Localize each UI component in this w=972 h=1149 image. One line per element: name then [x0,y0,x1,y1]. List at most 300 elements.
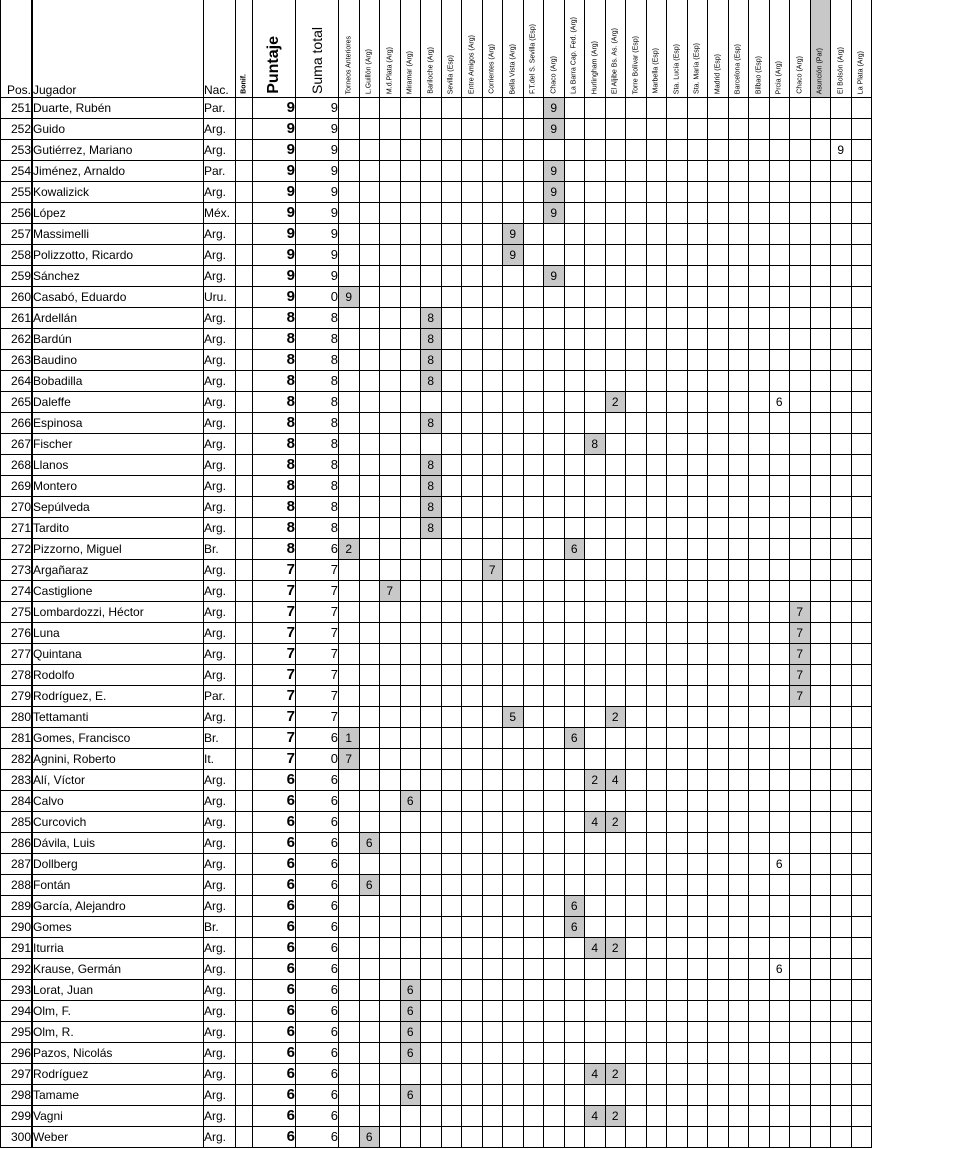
score-cell [708,917,729,938]
points-cell: 6 [253,1106,296,1127]
nationality-cell: Arg. [204,245,236,266]
player-name: Montero [33,476,204,497]
score-cell [749,1106,770,1127]
points-cell: 9 [253,182,296,203]
score-cell [400,434,421,455]
score-cell [441,434,462,455]
score-cell [646,728,667,749]
score-cell [626,476,647,497]
score-cell [831,1064,852,1085]
score-cell [421,539,442,560]
score-cell [503,434,524,455]
score-cell: 6 [400,980,421,1001]
score-cell [626,1085,647,1106]
score-cell [851,434,872,455]
score-cell [523,245,544,266]
score-cell [687,497,708,518]
score-cell [728,266,749,287]
score-cell [728,119,749,140]
score-cell [626,938,647,959]
score-cell: 7 [790,686,811,707]
score-cell [400,833,421,854]
bonus-cell [236,1106,253,1127]
score-cell [400,140,421,161]
nationality-cell: Uru. [204,287,236,308]
score-cell [441,665,462,686]
score-cell [769,455,790,476]
bonus-cell [236,308,253,329]
player-name: Ardellán [33,308,204,329]
player-name: Kowalizick [33,182,204,203]
score-cell [626,896,647,917]
score-cell [790,875,811,896]
points-cell: 9 [253,140,296,161]
score-cell [421,665,442,686]
score-cell [605,224,626,245]
score-cell [790,1001,811,1022]
score-cell [626,140,647,161]
score-cell [585,140,606,161]
score-cell [605,350,626,371]
score-cell [503,623,524,644]
score-cell [523,497,544,518]
score-cell [523,875,544,896]
score-cell [769,833,790,854]
score-cell [462,917,483,938]
score-cell: 4 [585,938,606,959]
points-cell: 9 [253,245,296,266]
score-cell [421,602,442,623]
score-cell [749,938,770,959]
score-cell [503,392,524,413]
player-name: Bobadilla [33,371,204,392]
score-cell [380,623,401,644]
score-cell [790,308,811,329]
points-cell: 7 [253,686,296,707]
total-cell: 8 [296,329,339,350]
score-cell [646,98,667,119]
score-cell [564,938,585,959]
score-cell [810,434,831,455]
score-cell [605,518,626,539]
player-name: Gomes [33,917,204,938]
score-cell [687,518,708,539]
table-row [1,728,872,749]
position-cell: 262 [1,329,32,350]
bonus-header-label: Bonif. [240,74,248,94]
nationality-cell: Arg. [204,476,236,497]
score-cell [564,308,585,329]
score-cell [646,602,667,623]
player-name: Olm, R. [33,1022,204,1043]
score-cell [831,413,852,434]
score-cell [503,1043,524,1064]
score-cell [503,1064,524,1085]
score-cell [605,266,626,287]
score-cell [441,1127,462,1148]
position-cell: 296 [1,1043,32,1064]
score-cell [482,1127,503,1148]
score-cell: 6 [769,959,790,980]
position-cell: 281 [1,728,32,749]
score-cell [708,812,729,833]
score-cell [687,770,708,791]
score-cell [646,644,667,665]
score-cell [523,602,544,623]
score-cell [810,581,831,602]
event-header [687,0,708,98]
score-cell [585,1022,606,1043]
score-cell [831,476,852,497]
table-row [1,1106,872,1127]
score-cell [667,1064,688,1085]
score-cell [749,266,770,287]
score-cell [462,371,483,392]
score-cell [728,581,749,602]
table-row [1,455,872,476]
score-cell [441,1001,462,1022]
score-cell [728,350,749,371]
score-cell [482,539,503,560]
score-cell [646,749,667,770]
score-cell [667,266,688,287]
score-cell [790,770,811,791]
bonus-cell [236,371,253,392]
score-cell [585,518,606,539]
score-cell [646,770,667,791]
score-cell [359,182,380,203]
points-cell: 6 [253,917,296,938]
table-row [1,686,872,707]
score-cell [769,371,790,392]
score-cell [605,413,626,434]
event-header [523,0,544,98]
score-cell [503,287,524,308]
total-cell: 9 [296,161,339,182]
player-name: Curcovich [33,812,204,833]
score-cell [339,140,360,161]
nationality-cell: Br. [204,728,236,749]
score-cell [441,749,462,770]
score-cell [851,224,872,245]
score-cell [523,1085,544,1106]
score-cell [380,539,401,560]
score-cell [441,1043,462,1064]
score-cell [687,602,708,623]
bonus-cell [236,875,253,896]
score-cell [462,602,483,623]
score-cell [790,581,811,602]
event-header [728,0,749,98]
pos-header: Pos. [1,0,32,98]
score-cell [810,350,831,371]
event-header [380,0,401,98]
score-cell [400,308,421,329]
score-cell [400,602,421,623]
table-row [1,539,872,560]
score-cell [646,329,667,350]
score-cell [421,1127,442,1148]
score-cell [441,308,462,329]
score-cell [749,518,770,539]
score-cell [646,980,667,1001]
score-cell [749,350,770,371]
score-cell [687,371,708,392]
score-cell [441,1022,462,1043]
score-cell [626,749,647,770]
position-cell: 274 [1,581,32,602]
score-cell [544,812,565,833]
player-name: Daleffe [33,392,204,413]
score-cell [339,1043,360,1064]
table-row [1,1022,872,1043]
points-cell: 8 [253,434,296,455]
score-cell [646,224,667,245]
points-cell: 7 [253,581,296,602]
score-cell [380,959,401,980]
score-cell [831,1022,852,1043]
score-cell [380,161,401,182]
score-cell [339,350,360,371]
score-cell [646,539,667,560]
player-name: Alí, Víctor [33,770,204,791]
score-cell [462,959,483,980]
score-cell [421,245,442,266]
score-cell [749,1085,770,1106]
score-cell [544,434,565,455]
score-cell [503,1127,524,1148]
table-row [1,287,872,308]
score-cell [421,1064,442,1085]
score-cell [523,980,544,1001]
score-cell [544,917,565,938]
score-cell [605,581,626,602]
score-cell [421,1001,442,1022]
bonus-cell [236,455,253,476]
score-cell [380,1127,401,1148]
score-cell [359,224,380,245]
bonus-cell [236,539,253,560]
nationality-cell: Arg. [204,1085,236,1106]
score-cell [339,560,360,581]
event-header [626,0,647,98]
score-cell [769,518,790,539]
score-cell [544,749,565,770]
score-cell [667,1106,688,1127]
score-cell [667,938,688,959]
score-cell [523,833,544,854]
score-cell [749,1127,770,1148]
score-cell [667,812,688,833]
score-cell [441,959,462,980]
position-cell: 284 [1,791,32,812]
score-cell [646,1043,667,1064]
total-cell: 9 [296,203,339,224]
score-cell [667,896,688,917]
score-cell [728,812,749,833]
score-cell [851,833,872,854]
score-cell [482,686,503,707]
points-cell: 8 [253,476,296,497]
score-cell [851,875,872,896]
score-cell [749,728,770,749]
player-name: Lorat, Juan [33,980,204,1001]
score-cell [749,917,770,938]
score-cell [749,707,770,728]
score-cell [749,455,770,476]
score-cell [667,497,688,518]
score-cell [544,1043,565,1064]
score-cell [626,119,647,140]
score-cell [708,539,729,560]
score-cell [831,980,852,1001]
score-cell [605,623,626,644]
position-cell: 287 [1,854,32,875]
score-cell [585,560,606,581]
score-cell [646,938,667,959]
score-cell [503,119,524,140]
score-cell [359,350,380,371]
score-cell [503,476,524,497]
score-cell [482,350,503,371]
score-cell: 7 [790,665,811,686]
score-cell [544,959,565,980]
event-header-label: Madrid (Esp) [714,53,722,94]
player-name: Gutiérrez, Mariano [33,140,204,161]
score-cell [831,686,852,707]
score-cell [441,392,462,413]
player-name: Iturria [33,938,204,959]
score-cell [605,833,626,854]
score-cell [667,749,688,770]
position-cell: 253 [1,140,32,161]
score-cell [605,161,626,182]
score-cell [544,980,565,1001]
score-cell [851,455,872,476]
score-cell [708,770,729,791]
score-cell [359,203,380,224]
nationality-cell: Arg. [204,497,236,518]
score-cell [851,392,872,413]
score-cell [544,1127,565,1148]
score-cell [380,707,401,728]
score-cell [667,770,688,791]
score-cell [339,1127,360,1148]
score-cell: 7 [790,602,811,623]
nationality-cell: Arg. [204,896,236,917]
position-cell: 263 [1,350,32,371]
event-header-label: Bilbao (Esp) [755,55,763,94]
points-cell: 7 [253,560,296,581]
score-cell [646,917,667,938]
score-cell [523,392,544,413]
score-cell [564,1043,585,1064]
score-cell: 8 [421,308,442,329]
score-cell [749,644,770,665]
score-cell [708,140,729,161]
score-cell [421,392,442,413]
score-cell [462,581,483,602]
score-cell [585,644,606,665]
score-cell [646,833,667,854]
position-cell: 279 [1,686,32,707]
position-cell: 300 [1,1127,32,1148]
score-cell [585,476,606,497]
nationality-cell: Arg. [204,518,236,539]
score-cell [523,1064,544,1085]
score-cell [769,98,790,119]
score-cell [831,245,852,266]
score-cell [359,854,380,875]
score-cell [359,476,380,497]
score-cell [359,1106,380,1127]
event-header [749,0,770,98]
score-cell [667,518,688,539]
score-cell: 6 [359,1127,380,1148]
score-cell [544,455,565,476]
score-cell [687,938,708,959]
score-cell [359,686,380,707]
score-cell [400,812,421,833]
score-cell [790,1085,811,1106]
event-header-label: Torre Bolívar (Esp) [632,35,640,94]
score-cell [646,203,667,224]
score-cell [380,119,401,140]
score-cell [605,644,626,665]
event-header-label: Sta. María (Esp) [693,43,701,94]
table-row [1,329,872,350]
total-cell: 6 [296,1064,339,1085]
score-cell [400,560,421,581]
score-cell [441,602,462,623]
score-cell [605,1127,626,1148]
score-cell [441,371,462,392]
score-cell [339,476,360,497]
points-header-label: Puntaje [265,36,282,94]
score-cell [564,1022,585,1043]
position-cell: 299 [1,1106,32,1127]
score-cell [359,329,380,350]
score-cell [810,959,831,980]
score-cell [810,455,831,476]
score-cell [790,266,811,287]
score-cell [441,287,462,308]
score-cell [523,161,544,182]
score-cell [769,644,790,665]
score-cell: 2 [605,938,626,959]
score-cell [667,728,688,749]
score-cell [667,665,688,686]
nationality-cell: Arg. [204,455,236,476]
score-cell: 2 [585,770,606,791]
score-cell [749,623,770,644]
event-header-label: La Plata (Arg) [857,50,865,94]
score-cell [523,98,544,119]
table-row [1,308,872,329]
score-cell: 9 [503,224,524,245]
score-cell [810,1022,831,1043]
score-cell [810,728,831,749]
score-cell [790,413,811,434]
score-cell [708,980,729,1001]
score-cell [626,245,647,266]
score-cell [749,182,770,203]
score-cell [626,455,647,476]
points-cell: 9 [253,287,296,308]
score-cell [564,581,585,602]
score-cell [769,161,790,182]
score-cell [359,371,380,392]
